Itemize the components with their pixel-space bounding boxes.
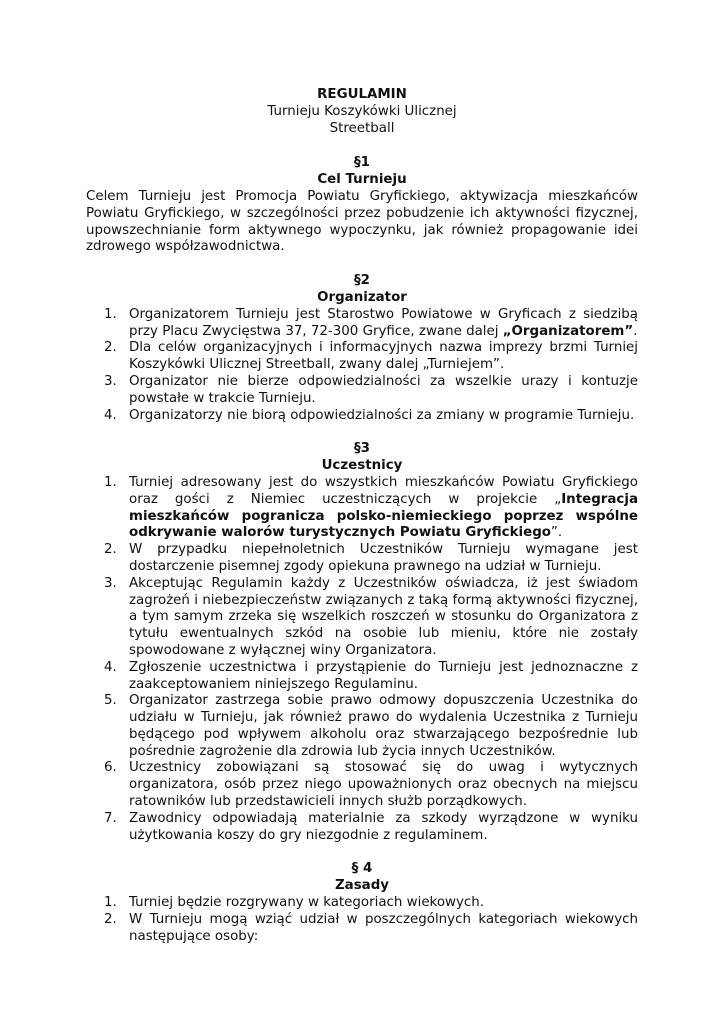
section-1-heading: Cel Turnieju — [317, 172, 407, 188]
section-3-list — [86, 475, 638, 845]
list-item-number: 2. — [104, 542, 117, 558]
list-item — [86, 374, 638, 408]
section-4-list — [86, 895, 638, 945]
list-item-text-end: ”. — [550, 525, 563, 541]
list-item — [86, 895, 638, 912]
list-item-text: Organizator zastrzega sobie prawo odmowy dopuszczenia Uczestnika do udziału w Turnieju, jak również prawo do wydalenia Uczestnika z Turnieju będącego pod wpływem alkoholu oraz stwarzającego bezpośrednie lub pośrednie zagrożenie dla zdrowia lub życia innych Uczestników. — [129, 693, 638, 759]
document-subtitle: Turnieju Koszykówki Ulicznej — [267, 103, 457, 119]
list-item — [86, 307, 638, 341]
list-item-number: 4. — [104, 659, 117, 675]
section-1-number: §1 — [353, 155, 370, 171]
list-item-text: Organizator nie bierze odpowiedzialności za wszelkie urazy i kontuzje powstałe w trakcie Turnieju. — [129, 373, 638, 406]
list-item-text: Dla celów organizacyjnych i informacyjnych nazwa imprezy brzmi Turniej Koszykówki Ulicznej Streetball, zwany dalej „Turniejem”. — [129, 340, 638, 373]
list-item-text: Uczestnicy zobowiązani są stosować się do uwag i wytycznych organizatora, osób przez niego upoważnionych oraz obecnych na miejscu ratowników lub przedstawicieli innych służb porządkowych. — [129, 760, 638, 810]
section-2-list — [86, 307, 638, 425]
list-item-bold-text: „Organizatorem” — [502, 323, 634, 339]
list-item — [86, 760, 638, 810]
list-item-text: Organizatorzy nie biorą odpowiedzialności za zmiany w programie Turnieju. — [129, 407, 635, 423]
list-item-number: 5. — [104, 693, 117, 709]
section-4-heading: Zasady — [334, 878, 390, 894]
list-item-text: Akceptując Regulamin każdy z Uczestników oświadcza, iż jest świadom zagrożeń i niebezpieczeństw związanych z taką formą aktywności fizycznej, a tym samym zrzeka się wszelkich roszczeń w stosunku do Organizatora z tytułu ewentualnych szkód na osobie lub mieniu, które nie zostały spowodowane z wyłącznej winy Organizatora. — [129, 575, 638, 658]
list-item-text-end: . — [633, 323, 638, 339]
list-item — [86, 542, 638, 576]
list-item-text: Zgłoszenie uczestnictwa i przystąpienie do Turnieju jest jednoznaczne z zaakceptowaniem niniejszego Regulaminu. — [129, 659, 638, 692]
list-item-number: 2. — [104, 340, 117, 356]
section-1-paragraph: Celem Turnieju jest Promocja Powiatu Gryfickiego, aktywizacja mieszkańców Powiatu Gryfickiego, w szczególności przez pobudzenie ich aktywności fizycznej, upowszechnianie form aktywnego wypoczynku, jak również propagowanie idei zdrowego współzawodnictwa. — [86, 188, 638, 255]
document-subtitle-streetball: Streetball — [329, 120, 395, 136]
list-item-text: Organizatorem Turnieju jest Starostwo Powiatowe w Gryficach z siedzibą przy Placu Zwycięstwa 37, 72-300 Gryfice, zwane dalej — [129, 306, 638, 339]
list-item-number: 3. — [104, 575, 117, 591]
list-item — [86, 693, 638, 760]
list-item-number: 7. — [104, 810, 117, 826]
list-item-number: 6. — [104, 760, 117, 776]
list-item-text: Zawodnicy odpowiadają materialnie za szkody wyrządzone w wyniku użytkowania koszy do gry niezgodnie z regulaminem. — [129, 810, 638, 843]
list-item — [86, 408, 638, 425]
list-item — [86, 660, 638, 694]
section-3-heading: Uczestnicy — [321, 458, 403, 474]
section-4-number: § 4 — [351, 861, 373, 877]
list-item-bold-text: Integracja mieszkańców pogranicza polsko-niemieckiego poprzez wspólne odkrywanie walorów turystycznych Powiatu Gryfickiego — [129, 491, 638, 541]
list-item — [86, 475, 638, 542]
section-2-number: §2 — [353, 273, 370, 289]
list-item-number: 1. — [104, 306, 117, 322]
list-item-number: 1. — [104, 895, 117, 911]
list-item-number: 1. — [104, 474, 117, 490]
list-item-text: W Turnieju mogą wziąć udział w poszczególnych kategoriach wiekowych następujące osoby: — [129, 911, 638, 944]
list-item — [86, 576, 638, 660]
list-item — [86, 912, 638, 946]
document-title: REGULAMIN — [317, 87, 407, 102]
document-page — [86, 87, 638, 945]
list-item-number: 2. — [104, 911, 117, 927]
list-item — [86, 811, 638, 845]
list-item-text: Turniej będzie rozgrywany w kategoriach wiekowych. — [129, 895, 485, 911]
list-item-number: 3. — [104, 373, 117, 389]
section-2-heading: Organizator — [317, 289, 407, 305]
list-item-text: W przypadku niepełnoletnich Uczestników Turnieju wymagane jest dostarczenie pisemnej zgody opiekuna prawnego na udział w Turnieju. — [129, 542, 638, 574]
list-item-number: 4. — [104, 407, 117, 423]
list-item-text: Turniej adresowany jest do wszystkich mieszkańców Powiatu Gryfickiego oraz gości z Niemiec uczestniczących w projekcie „ — [129, 474, 638, 507]
section-3-number: §3 — [353, 441, 370, 457]
list-item — [86, 340, 638, 374]
